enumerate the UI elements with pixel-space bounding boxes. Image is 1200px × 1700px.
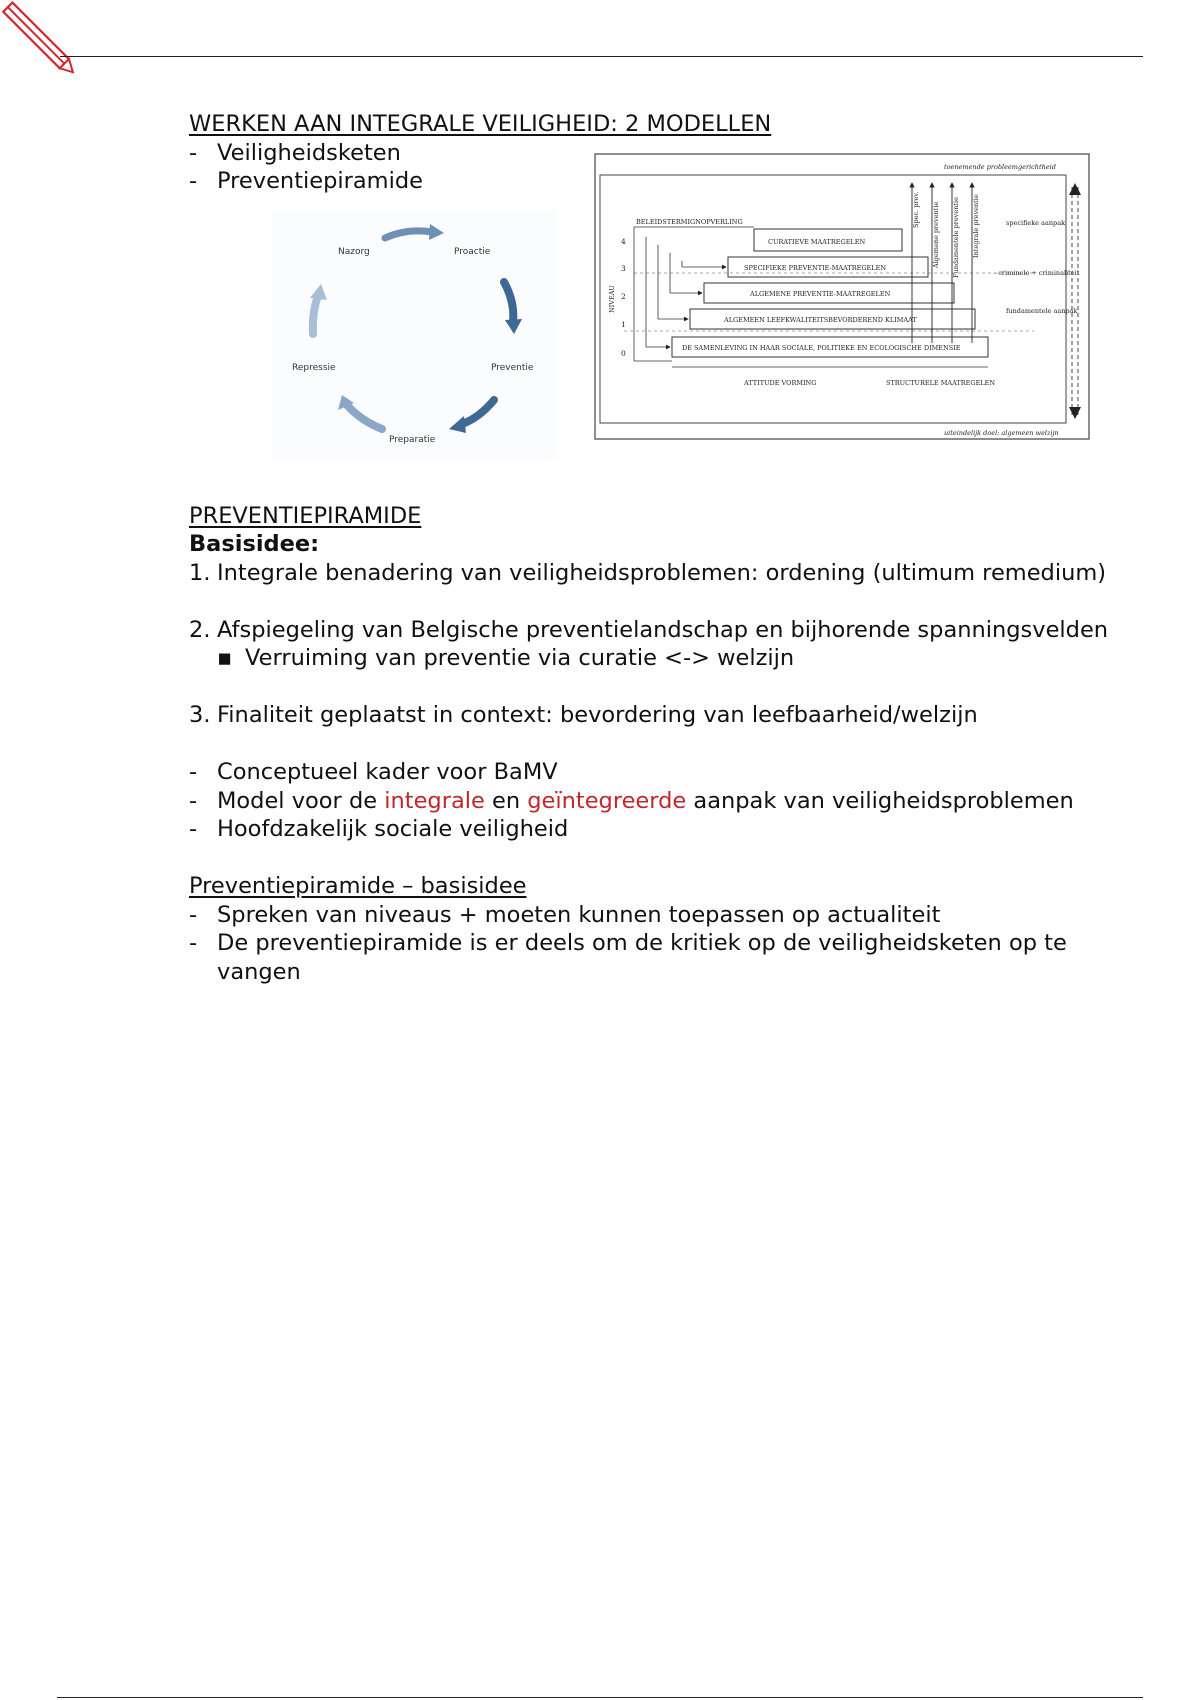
y-axis-label: NIVEAU <box>608 285 616 313</box>
cycle-label-repressie: Repressie <box>292 363 336 373</box>
sub-bullet-list <box>189 644 1129 673</box>
item-number: 1. <box>189 559 211 586</box>
list-item <box>189 616 1129 645</box>
footer-rule <box>57 1697 1143 1698</box>
item-text: Finaliteit geplaatst in context: bevordering van leefbaarheid/welzijn <box>217 702 978 728</box>
level-1: 1 <box>621 320 626 329</box>
text-segment: Model voor de <box>217 787 385 814</box>
spacer <box>189 587 1129 616</box>
box-label-klimaat: ALGEMEEN LEEFKWALITEITSBEVORDEREND KLIMAAT <box>724 316 917 324</box>
cycle-label-nazorg: Nazorg <box>338 247 370 257</box>
section-heading-preventiepiramide: PREVENTIEPIRAMIDE <box>189 502 422 529</box>
item-text: Integrale benadering van veiligheidsproblemen: ordening (ultimum remedium) <box>217 559 1107 586</box>
list-item: - Hoofdzakelijk sociale veiligheid <box>189 815 1129 844</box>
label-uiteindelijk-doel: uiteindelijk doel: algemeen welzijn <box>944 429 1059 437</box>
level-0: 0 <box>621 349 626 358</box>
label-beleid: BELEIDSTERMIGNOPVERLING <box>636 218 743 226</box>
list-item <box>189 701 1129 730</box>
cycle-label-proactie: Proactie <box>454 247 491 257</box>
box-label-curatieve: CURATIEVE MAATREGELEN <box>768 238 866 246</box>
list-item: - De preventiepiramide is er deels om de kritiek op de veiligheidsketen op te vangen <box>189 929 1129 986</box>
vertical-label-algemene: Algemene preventie <box>932 201 940 268</box>
item-number: 3. <box>189 702 211 728</box>
highlight-geintegreerde: geïntegreerde <box>527 787 687 814</box>
vertical-label-spec: Spec. prev. <box>912 191 920 228</box>
list-item: ▪ Verruiming van preventie via curatie <-> welzijn <box>217 644 1129 673</box>
bottom-label-structurele: STRUCTURELE MAATREGELEN <box>886 379 996 387</box>
list-item: - Spreken van niveaus + moeten kunnen toepassen op actualiteit <box>189 901 1129 930</box>
level-3: 3 <box>621 264 626 273</box>
list-item <box>189 787 1129 816</box>
list-item: - Veiligheidsketen <box>189 139 1129 168</box>
item-number: 2. <box>189 616 211 643</box>
list-item <box>189 559 1129 588</box>
list-item: - Conceptueel kader voor BaMV <box>189 758 1129 787</box>
spacer <box>189 844 1129 873</box>
section-heading-models: WERKEN AAN INTEGRALE VEILIGHEID: 2 MODELLEN <box>189 111 772 137</box>
spacer <box>189 730 1129 759</box>
box-label-specifieke: SPECIFIEKE PREVENTIE-MAATREGELEN <box>744 264 887 272</box>
level-4: 4 <box>621 237 626 246</box>
level-2: 2 <box>621 292 626 301</box>
box-label-samenleving: DE SAMENLEVING IN HAAR SOCIALE, POLITIEKE EN ECOLOGISCHE DIMENSIE <box>682 344 961 352</box>
cycle-label-preventie: Preventie <box>491 363 534 373</box>
list-item: - Preventiepiramide <box>189 167 1129 196</box>
spacer <box>189 673 1129 702</box>
highlight-integrale: integrale <box>384 787 485 814</box>
kader-list <box>189 758 1129 844</box>
basisidee-list <box>189 559 1129 645</box>
pencil-icon <box>0 0 80 80</box>
vertical-label-integrale: Integrale preventie <box>972 194 980 258</box>
text-segment: en <box>484 787 528 814</box>
side-label-fundamentele: fundamentele aanpak <box>1006 307 1078 315</box>
vertical-label-fundamentele: Fundamentele preventie <box>952 197 960 278</box>
side-label-specifieke: specifieke aanpak <box>1006 219 1066 227</box>
subheading-basisidee: Basisidee: <box>189 531 320 557</box>
basisidee-notes-list <box>189 901 1129 987</box>
bottom-label-attitude: ATTITUDE VORMING <box>744 379 817 387</box>
item-text: Afspiegeling van Belgische preventielandschap en bijhorende spanningsvelden <box>217 616 1109 643</box>
section-heading-basisidee: Preventiepiramide – basisidee <box>189 873 527 899</box>
box-label-algemene: ALGEMENE PREVENTIE-MAATREGELEN <box>750 290 891 298</box>
label-toenemende: toenemende probleemgerichtheid <box>944 163 1056 171</box>
basisidee-list-continued <box>189 701 1129 730</box>
header-rule <box>60 56 1143 57</box>
text-segment: aanpak van veiligheidsproblemen <box>686 787 1074 814</box>
preventiepiramide-figure <box>594 153 1090 440</box>
veiligheidsketen-figure <box>272 210 557 460</box>
cycle-label-preparatie: Preparatie <box>389 435 436 445</box>
side-label-criminele: - criminele + criminaliteit <box>994 269 1080 277</box>
